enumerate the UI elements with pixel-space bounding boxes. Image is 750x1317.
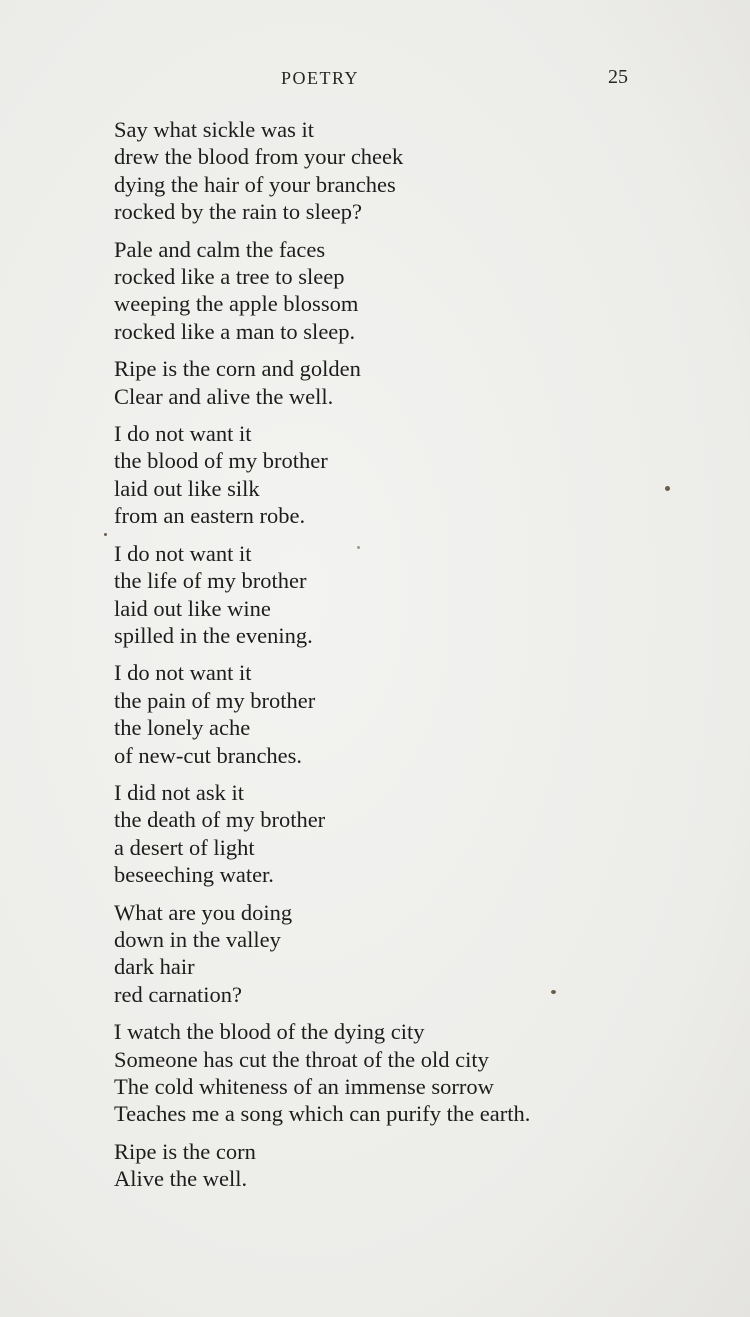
poem-line: I did not ask it (114, 779, 244, 805)
poem-line: the lonely ache (114, 715, 251, 741)
paper-speck (551, 990, 556, 994)
stanza-2 (114, 236, 714, 346)
paper-speck (114, 1024, 117, 1027)
stanza-8 (114, 899, 714, 1009)
poem-line: down in the valley (114, 926, 281, 952)
poem-line: The cold whiteness of an immense sorrow (114, 1074, 494, 1099)
poem-line: rocked like a tree to sleep (114, 264, 345, 290)
paper-speck (104, 533, 107, 536)
poem-line: the pain of my brother (114, 687, 316, 713)
poem-line: dark hair (114, 954, 195, 980)
poem-line: I watch the blood of the dying city (114, 1019, 425, 1045)
poem-line: Teaches me a song which can purify the earth. (114, 1101, 531, 1127)
poem-line: the life of my brother (114, 568, 307, 594)
poem-line: spilled in the evening. (114, 622, 313, 648)
poem-line: Ripe is the corn and golden (114, 356, 361, 382)
stanza-7 (114, 779, 714, 889)
poem-line: I do not want it (114, 421, 252, 447)
poem-line: of new-cut branches. (114, 742, 303, 768)
poem-line: beseeching water. (114, 862, 274, 888)
stanza-1 (114, 116, 714, 226)
poem-line: Ripe is the corn (114, 1138, 256, 1164)
paper-speck (665, 486, 670, 491)
running-head-title: POETRY (280, 68, 359, 88)
poem-line: Someone has cut the throat of the old city (114, 1046, 489, 1072)
poem-line: red carnation? (114, 981, 243, 1007)
stanza-10 (114, 1138, 714, 1193)
poem-line: the blood of my brother (114, 448, 328, 474)
poem-line: the death of my brother (114, 807, 326, 833)
poem-line: rocked like a man to sleep. (114, 318, 356, 344)
poem-line: from an eastern robe. (114, 503, 306, 529)
poem-line: I do not want it (114, 540, 252, 566)
stanza-9 (114, 1018, 714, 1128)
poem-line: drew the blood from your cheek (114, 144, 404, 170)
poem-line: Say what sickle was it (114, 117, 314, 142)
stanza-6 (114, 659, 714, 769)
poem-line: a desert of light (114, 834, 255, 860)
paper-speck (357, 546, 360, 549)
poem-line: Alive the well. (114, 1166, 248, 1192)
poem-line: I do not want it (114, 660, 252, 686)
poem-line: weeping the apple blossom (114, 291, 359, 317)
poem-line: What are you doing (114, 899, 293, 925)
poem-line: laid out like silk (114, 475, 260, 501)
stanza-4 (114, 420, 714, 530)
poem-body (114, 116, 714, 1203)
poem-line: rocked by the rain to sleep? (114, 199, 363, 225)
poem-line: laid out like wine (114, 595, 271, 621)
page-number: 25 (608, 66, 628, 88)
poem-line: Pale and calm the faces (114, 236, 326, 262)
stanza-5 (114, 540, 714, 650)
poem-line: Clear and alive the well. (114, 383, 334, 409)
poem-line: dying the hair of your branches (114, 171, 396, 197)
stanza-3 (114, 355, 714, 410)
